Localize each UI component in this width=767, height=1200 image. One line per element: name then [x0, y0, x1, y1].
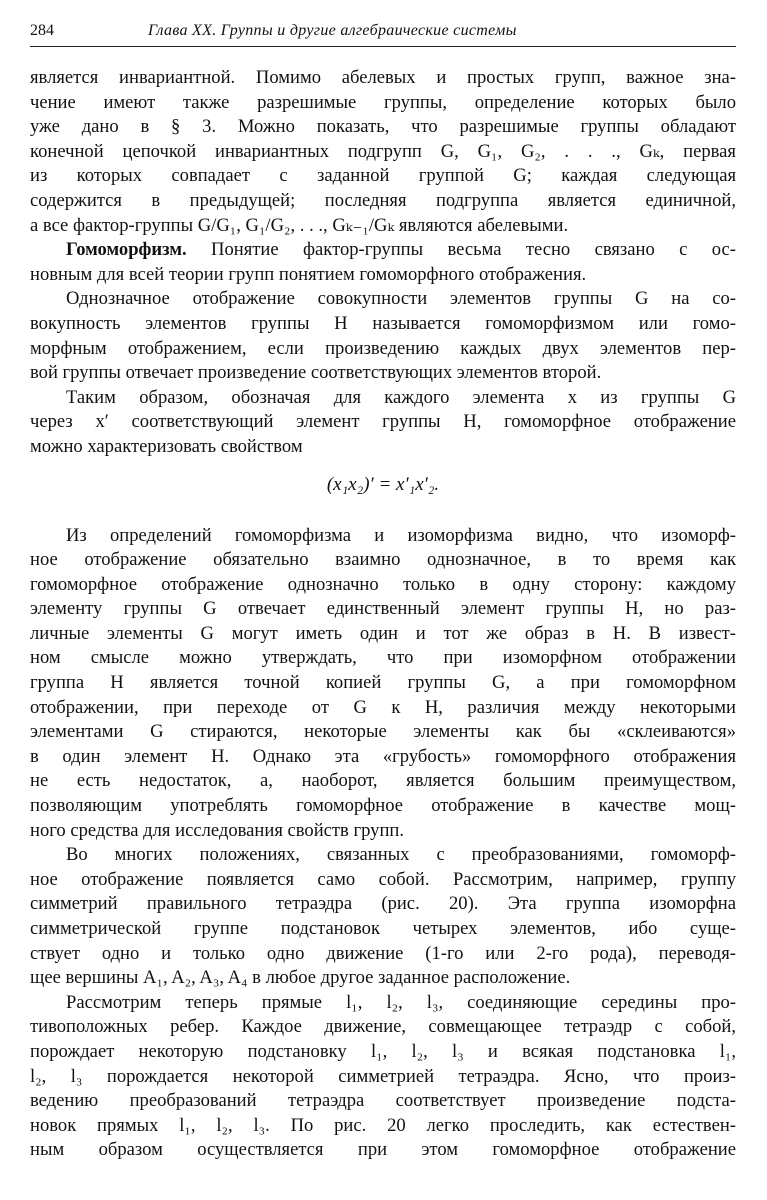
paragraph-definition: [30, 287, 736, 385]
text-line: является инвариантной. Помимо абелевых и простых групп, важное зна-: [30, 67, 736, 88]
text-line: конечной цепочкой инвариантных подгрупп G, G₁, G₂, . . ., Gₖ, первая: [30, 140, 736, 162]
text-line: из которых совпадает с заданной группой G; каждая следующая: [30, 165, 736, 187]
text-line: ного средства для исследования свойств групп.: [30, 819, 404, 841]
text-line: гомоморфное отображение однозначно только в одну сторону: каждому: [30, 573, 736, 595]
text-line: новным для всей теории групп понятием гомоморфного отображения.: [30, 263, 587, 285]
text-line: ном смысле можно утверждать, что при изоморфном отображении: [30, 647, 736, 669]
paragraph-homomorphism-intro: [30, 238, 736, 287]
text-line: l₂, l₃ порождается некоторой симметрией тетраэдра. Ясно, что произ-: [30, 1065, 736, 1087]
text-line: ным образом осуществляется при этом гомоморфное отображение: [30, 1139, 736, 1161]
text-line: щее вершины A₁, A₂, A₃, A₄ в любое другое заданное расположение.: [30, 967, 571, 989]
text-line: Из определений гомоморфизма и изоморфизма видно, что изоморф-: [66, 524, 736, 546]
text-line: содержится в предыдущей; последняя подгруппа является единичной,: [30, 189, 736, 211]
text-line: Во многих положениях, связанных с преобразованиями, гомоморф-: [66, 844, 736, 866]
text-line: вокупность элементов группы H называется гомоморфизмом или гомо-: [30, 312, 736, 334]
text-line: вой группы отвечает произведение соответствующих элементов второй.: [30, 362, 602, 384]
text-line: группа H является точной копией группы G, а при гомоморфном: [30, 672, 736, 694]
text-line: [30, 238, 736, 263]
text-line: ное отображение обязательно взаимно однозначное, в то время как: [30, 549, 736, 571]
text-line: Таким образом, обозначая для каждого элемента x из группы G: [66, 386, 736, 408]
text-line: отображении, при переходе от G к H, различия между некоторыми: [30, 696, 736, 718]
text-line: можно характеризовать свойством: [30, 435, 303, 457]
text-line: симметрий правильного тетраэдра (рис. 20). Эта группа изоморфна: [30, 893, 736, 915]
text-line: ное отображение появляется само собой. Рассмотрим, например, группу: [30, 868, 736, 890]
text-line: тивоположных ребер. Каждое движение, совмещающее тетраэдр с собой,: [30, 1016, 736, 1038]
text-line: элементу группы G отвечает единственный элемент группы H, но раз-: [30, 598, 736, 620]
paragraph-tetrahedron: [30, 843, 736, 991]
text-line: новок прямых l₁, l₂, l₃. По рис. 20 легко проследить, как естествен-: [30, 1114, 736, 1136]
text-span: Понятие фактор-группы весьма тесно связано с ос-: [186, 239, 736, 261]
chapter-title: Глава XX. Группы и другие алгебраические системы: [148, 22, 517, 39]
paragraph-solvable-groups: [30, 66, 736, 238]
text-line: в один элемент H. Однако эта «грубость» гомоморфного отображения: [30, 745, 736, 767]
paragraph-lines: [30, 991, 736, 1163]
text-line: ствует одно и только одно движение (1-го или 2-го рода), переводя-: [30, 942, 736, 964]
text-line: морфным отображением, если произведению каждых двух элементов пер-: [30, 337, 736, 359]
text-line: порождает некоторую подстановку l₁, l₂, l₃ и всякая подстановка l₁,: [30, 1040, 736, 1062]
paragraph-iso-vs-homo: [30, 524, 736, 844]
homomorphism-formula: (x₁x₂)′ = x′₁x′₂.: [326, 473, 440, 495]
text-line: Рассмотрим теперь прямые l₁, l₂, l₃, соединяющие середины про-: [66, 991, 736, 1013]
body-text: [30, 66, 736, 1163]
text-line: Однозначное отображение совокупности элементов группы G на со-: [66, 288, 736, 310]
text-line: а все фактор-группы G/G₁, G₁/G₂, . . ., Gₖ₋₁/Gₖ являются абелевыми.: [30, 214, 569, 236]
text-line: через x′ соответствующий элемент группы H, гомоморфное отображение: [30, 411, 736, 433]
text-line: уже дано в § 3. Можно показать, что разрешимые группы обладают: [30, 116, 736, 138]
text-line: чение имеют также разрешимые группы, определение которых было: [30, 91, 736, 113]
text-line: элементами G стираются, некоторые элементы как бы «склеиваются»: [30, 721, 736, 743]
text-line: позволяющим употреблять гомоморфное отображение в качестве мощ-: [30, 795, 736, 817]
text-line: ведению преобразований тетраэдра соответствует произведение подста-: [30, 1090, 736, 1112]
running-header: [30, 14, 736, 44]
text-line: личные элементы G могут иметь один и тот же образ в H. В извест-: [30, 622, 736, 644]
text-line: симметрической группе подстановок четырех элементов, ибо суще-: [30, 918, 736, 939]
page-number: 284: [30, 22, 54, 39]
text-line: не есть недостаток, а, наоборот, является большим преимуществом,: [30, 770, 736, 792]
header-rule: [30, 46, 736, 47]
paragraph-property: [30, 386, 736, 460]
section-heading: Гомоморфизм.: [66, 239, 187, 261]
